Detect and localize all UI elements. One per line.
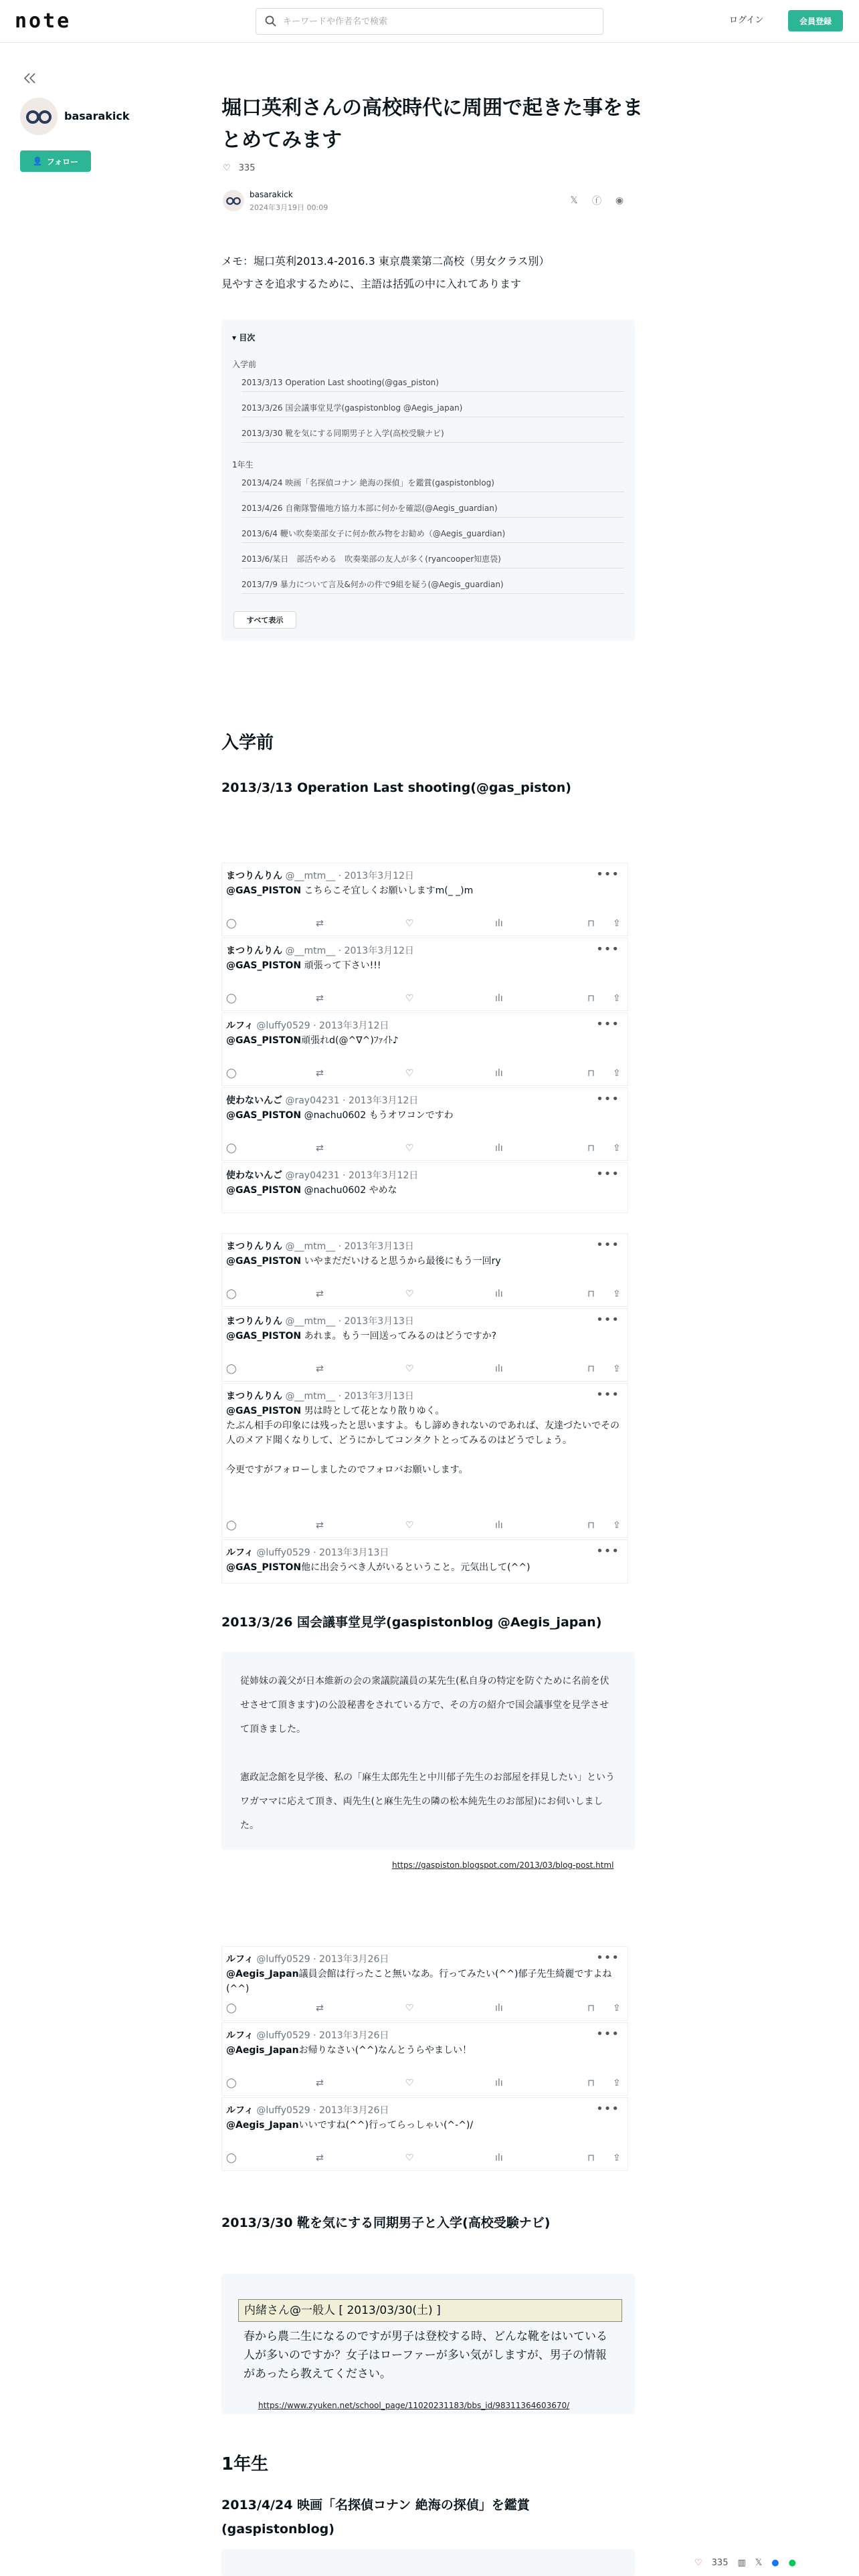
tweet-card[interactable] — [221, 1233, 628, 1307]
tweet-card[interactable] — [221, 863, 628, 936]
more-icon[interactable]: ••• — [596, 2027, 619, 2041]
tweet-body-line: 今更ですがフォローしましたのでフォロバお願いします。 — [226, 1465, 468, 1475]
author-avatar[interactable] — [20, 98, 58, 135]
tweet-handle-date: @__mtm__ · 2013年3月13日 — [285, 1391, 414, 1402]
tweet-handle-date: @luffy0529 · 2013年3月26日 — [256, 1954, 389, 1965]
tweet-body: 他に出会うべき人がいるということ。元気出して(^^) — [301, 1562, 531, 1573]
views-icon[interactable]: ılı — [495, 2003, 503, 2014]
tweet-actions — [226, 2153, 625, 2166]
share-icon[interactable]: ⇪ — [613, 1364, 621, 1374]
x-share-icon[interactable]: 𝕏 — [755, 2557, 763, 2568]
tweet-card[interactable] — [221, 1012, 628, 1086]
heart-icon[interactable]: ♡ — [223, 163, 231, 173]
more-icon[interactable]: ••• — [596, 1167, 619, 1181]
bookmark-icon[interactable]: ⊓ — [587, 918, 595, 929]
like-heart-icon[interactable]: ♡ — [405, 1289, 414, 1299]
tweet-body: 男は時として花となり散りゆく。 — [301, 1406, 445, 1416]
toc-item[interactable]: 2013/3/30 靴を気にする同期男子と入学(高校受験ナビ) — [242, 424, 624, 443]
more-icon[interactable]: ••• — [596, 1313, 619, 1327]
toc-section[interactable]: 1年生 — [232, 460, 254, 469]
tweet-actions — [226, 1364, 625, 1377]
views-icon[interactable]: ılı — [495, 1068, 503, 1079]
toc-item[interactable]: 2013/6/某日 部活やめる 吹奏楽部の友人が多く(ryancooper知恵袋) — [242, 550, 624, 568]
tweet-handle-date: @luffy0529 · 2013年3月13日 — [256, 1547, 389, 1558]
tweet-actions — [226, 918, 625, 932]
more-icon[interactable]: ••• — [596, 1951, 619, 1965]
tweet-handle-date: @__mtm__ · 2013年3月13日 — [285, 1241, 414, 1252]
tweet-author: まつりんりん — [226, 1316, 282, 1327]
article-memo — [221, 250, 636, 296]
tweet-text — [226, 1033, 622, 1048]
tweet-mention: @GAS_PISTON — [226, 885, 302, 896]
meta-avatar[interactable] — [223, 190, 244, 211]
retweet-icon[interactable]: ⇄ — [316, 1364, 324, 1374]
retweet-icon[interactable]: ⇄ — [316, 2003, 324, 2014]
tweet-mention: @GAS_PISTON — [226, 1562, 302, 1573]
views-icon[interactable]: ılı — [495, 1520, 503, 1531]
tweet-mention: @GAS_PISTON — [226, 1406, 302, 1416]
bookmark-icon[interactable]: ⊓ — [587, 1520, 595, 1531]
search-input[interactable] — [283, 13, 591, 30]
tweet-text — [226, 2043, 622, 2058]
search-icon — [264, 15, 278, 28]
quote-paragraph — [240, 1741, 616, 1765]
login-link[interactable]: ログイン — [729, 15, 764, 25]
toc-header[interactable]: ▾ 目次 — [232, 333, 256, 342]
article-title: 堀口英利さんの高校時代に周囲で起きた事をまとめてみます — [221, 96, 643, 152]
author-name[interactable]: basarakick — [64, 110, 130, 122]
tweet-mention: @GAS_PISTON — [226, 1110, 302, 1121]
tweet-text — [226, 1254, 622, 1269]
more-icon[interactable]: ••• — [596, 2102, 619, 2116]
tweet-card[interactable] — [221, 1383, 628, 1538]
share-icon[interactable]: ⇪ — [613, 1289, 621, 1299]
tweet-body: 頑張って下さい!!! — [301, 960, 381, 971]
retweet-icon[interactable]: ⇄ — [316, 993, 324, 1004]
share-icon[interactable]: ⇪ — [613, 2003, 621, 2014]
follow-button[interactable] — [20, 150, 91, 172]
share-icon[interactable]: ⇪ — [613, 993, 621, 1004]
toc-item[interactable]: 2013/3/13 Operation Last shooting(@gas_piston) — [242, 373, 624, 392]
quoted-post-body: 春から農二生になるのですが男子は登校する時、どんな靴をはいている人が多いのですか？女子はローファーが多い気がしますが、男子の情報があったら教えてください。 — [244, 2330, 607, 2381]
table-of-contents — [221, 320, 635, 641]
tweet-card[interactable] — [221, 1308, 628, 1382]
tweet-actions — [226, 1068, 625, 1081]
tweet-actions — [226, 2003, 625, 2016]
tweet-card[interactable] — [221, 1946, 628, 2021]
floating-like-count: 335 — [711, 2557, 729, 2568]
tweet-body: いいですね(^^)行ってらっしゃい(^-^)/ — [298, 2120, 474, 2131]
views-icon[interactable]: ılı — [495, 1364, 503, 1374]
like-heart-icon[interactable]: ♡ — [405, 1068, 414, 1079]
tweet-mention: @GAS_PISTON — [226, 1185, 302, 1196]
like-heart-icon[interactable]: ♡ — [405, 2078, 414, 2088]
bookmark-icon[interactable]: ⊓ — [587, 1143, 595, 1154]
tweet-author: まつりんりん — [226, 946, 282, 956]
tweet-body: 議員会館は行ったこと無いなあ。行ってみたい(^^)郁子先生綺麗ですよね(^^) — [226, 1969, 612, 1994]
toc-item[interactable]: 2013/3/26 国会議事堂見学(gaspistonblog @Aegis_japan) — [242, 399, 624, 417]
like-heart-icon[interactable]: ♡ — [405, 1364, 414, 1374]
memo-line: 見やすさを追求するために、主語は括弧の中に入れてあります — [221, 278, 522, 290]
memo-line: メモ：堀口英利2013.4-2016.3 東京農業第二高校（男女クラス別） — [221, 255, 550, 267]
views-icon[interactable]: ılı — [495, 918, 503, 929]
like-heart-icon[interactable]: ♡ — [405, 1143, 414, 1154]
retweet-icon[interactable]: ⇄ — [316, 1520, 324, 1531]
subsection-heading: 2013/3/13 Operation Last shooting(@gas_piston) — [221, 780, 571, 795]
tweet-mention: @GAS_PISTON — [226, 1256, 302, 1267]
tweet-author: まつりんりん — [226, 871, 282, 881]
tweet-handle-date: @luffy0529 · 2013年3月26日 — [256, 2030, 389, 2041]
more-icon[interactable]: ••• — [596, 942, 619, 956]
reply-icon[interactable]: ◯ — [226, 1289, 237, 1299]
retweet-icon[interactable]: ⇄ — [316, 2078, 324, 2088]
tweet-card[interactable] — [221, 938, 628, 1011]
tweet-mention: @Aegis_Japan — [226, 1969, 299, 1979]
tweet-handle-date: @ray04231 · 2013年3月12日 — [285, 1170, 419, 1181]
retweet-icon[interactable]: ⇄ — [316, 1068, 324, 1079]
share-icon[interactable]: ⇪ — [613, 1068, 621, 1079]
toc-section[interactable]: 入学前 — [232, 360, 257, 369]
bookmark-icon[interactable]: ⊓ — [587, 1364, 595, 1374]
user-plus-icon: 👤 — [32, 156, 43, 166]
tweet-text — [226, 1183, 622, 1198]
note-logo[interactable]: note — [15, 9, 72, 33]
tweet-text — [226, 958, 622, 973]
tweet-handle-date: @ray04231 · 2013年3月12日 — [285, 1095, 419, 1106]
tweet-actions — [226, 993, 625, 1006]
retweet-icon[interactable]: ⇄ — [316, 918, 324, 929]
tweet-mention: @GAS_PISTON — [226, 1331, 302, 1341]
bookmark-icon[interactable]: ⊓ — [587, 1289, 595, 1299]
reply-icon[interactable]: ◯ — [226, 1068, 237, 1079]
quoted-post — [238, 2299, 622, 2383]
tweet-handle-date: @__mtm__ · 2013年3月12日 — [285, 871, 414, 881]
quote-paragraph: 憲政記念館を見学後、私の「麻生太郎先生と中川郁子先生のお部屋を拝見したい」というワガママに応えて頂き、両先生(と麻生先生の隣の松本純先生のお部屋)にお伺いしました。 — [240, 1772, 615, 1831]
share-buttons — [567, 194, 626, 207]
tweet-author: ルフィ — [226, 2030, 254, 2041]
tweet-text — [226, 883, 622, 898]
quoted-post-header: 内緒さん@一般人 [ 2013/03/30(土) ] — [238, 2299, 622, 2322]
tweet-handle-date: @luffy0529 · 2013年3月26日 — [256, 2105, 389, 2116]
follow-label: フォロー — [46, 156, 79, 167]
search-box[interactable] — [256, 8, 603, 35]
tweet-author: まつりんりん — [226, 1391, 282, 1402]
quote-paragraph: 従姉妹の義父が日本維新の会の衆議院議員の某先生(私自身の特定を防ぐために名前を伏せさせて頂きます)の公設秘書をされている方で、その方の紹介で国会議事堂を見学させて頂きました。 — [240, 1676, 609, 1735]
more-icon[interactable]: ••• — [596, 1092, 619, 1106]
bookmark-icon[interactable]: ⊓ — [587, 2003, 595, 2014]
like-heart-icon[interactable]: ♡ — [405, 1520, 414, 1531]
floating-action-bar — [694, 2553, 859, 2572]
like-area[interactable] — [223, 163, 255, 173]
like-heart-icon[interactable]: ♡ — [405, 993, 414, 1004]
subsection-heading: 2013/4/24 映画「名探偵コナン 絶海の探偵」を鑑賞(gaspistonblog) — [221, 2498, 530, 2537]
glasses-icon — [223, 190, 244, 211]
tweet-body-line — [226, 1448, 622, 1463]
tweet-mention: @Aegis_Japan — [226, 2120, 299, 2131]
share-icon[interactable]: ⇪ — [613, 2153, 621, 2163]
more-icon[interactable]: ••• — [596, 1238, 619, 1252]
section-heading: 1年生 — [221, 2454, 269, 2474]
tweet-body: @nachu0602 やめな — [301, 1185, 397, 1196]
blockquote — [221, 1652, 635, 1850]
share-icon[interactable]: ⇪ — [613, 2078, 621, 2088]
facebook-share-icon[interactable]: ⓕ — [592, 196, 601, 207]
like-heart-icon[interactable]: ♡ — [405, 2003, 414, 2014]
tweet-text — [226, 1560, 622, 1575]
share-icon[interactable]: ⇪ — [613, 918, 621, 929]
retweet-icon[interactable]: ⇄ — [316, 1289, 324, 1299]
magazine-icon[interactable]: ▥ — [737, 2557, 746, 2568]
tweet-text — [226, 2118, 622, 2133]
views-icon[interactable]: ılı — [495, 1289, 503, 1299]
tweet-actions — [226, 2078, 625, 2091]
reply-icon[interactable]: ◯ — [226, 1143, 237, 1154]
tweet-card[interactable] — [221, 1539, 628, 1584]
tweet-actions — [226, 1289, 625, 1302]
like-heart-icon[interactable]: ♡ — [405, 2153, 414, 2163]
tweet-body: あれま。もう一回送ってみるのはどうですか? — [301, 1331, 497, 1341]
meta-author-name[interactable]: basarakick — [250, 190, 293, 199]
tweet-author: ルフィ — [226, 2105, 254, 2116]
bookmark-icon[interactable]: ⊓ — [587, 2153, 595, 2163]
glasses-icon — [20, 98, 58, 135]
line-share-icon[interactable]: ◉ — [615, 195, 624, 206]
source-link[interactable]: https://www.zyuken.net/school_page/11020231183/bbs_id/98311364603670/ — [258, 2401, 570, 2410]
show-all-button[interactable]: すべて表示 — [233, 611, 296, 629]
more-icon[interactable]: ••• — [596, 867, 619, 881]
views-icon[interactable]: ılı — [495, 1143, 503, 1154]
toc-title: 目次 — [239, 333, 256, 342]
tweet-text — [226, 1108, 622, 1123]
tweet-text — [226, 1967, 622, 1996]
bookmark-icon[interactable]: ⊓ — [587, 2078, 595, 2088]
tweet-actions — [226, 1143, 625, 1156]
like-heart-icon[interactable]: ♡ — [405, 918, 414, 929]
meta-date: 2024年3月19日 00:09 — [250, 203, 328, 212]
section-heading: 入学前 — [221, 733, 274, 753]
tweet-author: まつりんりん — [226, 1241, 282, 1252]
tweet-handle-date: @__mtm__ · 2013年3月13日 — [285, 1316, 414, 1327]
reply-icon[interactable]: ◯ — [226, 1520, 237, 1531]
tweet-mention: @GAS_PISTON — [226, 960, 302, 971]
retweet-icon[interactable]: ⇄ — [316, 1143, 324, 1154]
tweet-body-line: たぶん相手の印象には残ったと思いますよ。もし諦めきれないのであれば、友達づたいでその人のメアド聞くなりして、どうにかしてコンタクトとってみるのはどうでしょう。 — [226, 1420, 619, 1446]
views-icon[interactable]: ılı — [495, 993, 503, 1004]
tweet-text — [226, 1404, 622, 1477]
tweet-handle-date: @__mtm__ · 2013年3月12日 — [285, 946, 414, 956]
reply-icon[interactable]: ◯ — [226, 993, 237, 1004]
bookmark-icon[interactable]: ⊓ — [587, 1068, 595, 1079]
like-count: 335 — [238, 163, 256, 173]
toc-item[interactable]: 2013/6/4 鞭い吹奏楽部女子に何か飲み物をお勧め（@Aegis_guardian) — [242, 524, 624, 543]
bookmark-icon[interactable]: ⊓ — [587, 993, 595, 1004]
tweet-card[interactable] — [221, 2097, 628, 2171]
tweet-body: お帰りなさい(^^)なんとうらやましい！ — [298, 2045, 472, 2056]
tweet-author: 使わないんご — [226, 1095, 282, 1106]
tweet-mention: @Aegis_Japan — [226, 2045, 299, 2056]
line-share-icon[interactable]: ● — [788, 2557, 796, 2568]
tweet-author: ルフィ — [226, 1021, 254, 1031]
tweet-author: ルフィ — [226, 1547, 254, 1558]
views-icon[interactable]: ılı — [495, 2153, 503, 2163]
source-link[interactable]: https://gaspiston.blogspot.com/2013/03/blog-post.html — [392, 1860, 614, 1870]
tweet-body: いやまだだいけると思うから最後にもう一回ry — [301, 1256, 501, 1267]
share-icon[interactable]: ⇪ — [613, 1143, 621, 1154]
share-icon[interactable]: ⇪ — [613, 1520, 621, 1531]
signup-button[interactable]: 会員登録 — [788, 10, 843, 31]
more-icon[interactable]: ••• — [596, 1388, 619, 1402]
tweet-card[interactable] — [221, 1162, 628, 1213]
tweet-actions — [226, 1520, 625, 1533]
site-header — [0, 0, 859, 43]
tweet-author: ルフィ — [226, 1954, 254, 1965]
more-icon[interactable]: ••• — [596, 1544, 619, 1558]
tweet-body: こちらこそ宜しくお願いしますm(_ _)m — [301, 885, 474, 896]
tweet-mention: @GAS_PISTON — [226, 1035, 302, 1046]
blockquote — [221, 2549, 635, 2576]
reply-icon[interactable]: ◯ — [226, 2078, 237, 2088]
views-icon[interactable]: ılı — [495, 2078, 503, 2088]
reply-icon[interactable]: ◯ — [226, 918, 237, 929]
facebook-share-icon[interactable]: ● — [771, 2557, 779, 2568]
tweet-text — [226, 1329, 622, 1344]
tweet-body: @nachu0602 もうオワコンですわ — [301, 1110, 454, 1121]
toc-item[interactable]: 2013/4/26 自衛隊警備地方協力本部に何かを確認(@Aegis_guardian) — [242, 499, 624, 518]
subsection-heading: 2013/3/30 靴を気にする同期男子と入学(高校受験ナビ) — [221, 2216, 551, 2230]
subsection-heading: 2013/3/26 国会議事堂見学(gaspistonblog @Aegis_japan) — [221, 1615, 602, 1630]
toc-item[interactable]: 2013/4/24 映画「名探偵コナン 絶海の探偵」を鑑賞(gaspistonblog) — [242, 473, 624, 492]
more-icon[interactable]: ••• — [596, 1017, 619, 1031]
tweet-body: 頑張れd(@^∇^)ﾌｧｲﾄ♪ — [301, 1035, 399, 1046]
collapse-chevron-icon[interactable] — [23, 72, 37, 84]
tweet-card[interactable] — [221, 1087, 628, 1161]
tweet-handle-date: @luffy0529 · 2013年3月12日 — [256, 1021, 389, 1031]
tweet-author: 使わないんご — [226, 1170, 282, 1181]
x-share-icon[interactable]: 𝕏 — [570, 195, 578, 206]
heart-icon[interactable]: ♡ — [694, 2557, 702, 2568]
toc-item[interactable]: 2013/7/9 暴力について言及&何かの件で9組を疑う(@Aegis_guardian) — [242, 575, 624, 594]
tweet-card[interactable] — [221, 2022, 628, 2096]
reply-icon[interactable]: ◯ — [226, 2153, 237, 2163]
retweet-icon[interactable]: ⇄ — [316, 2153, 324, 2163]
reply-icon[interactable]: ◯ — [226, 2003, 237, 2014]
reply-icon[interactable]: ◯ — [226, 1364, 237, 1374]
